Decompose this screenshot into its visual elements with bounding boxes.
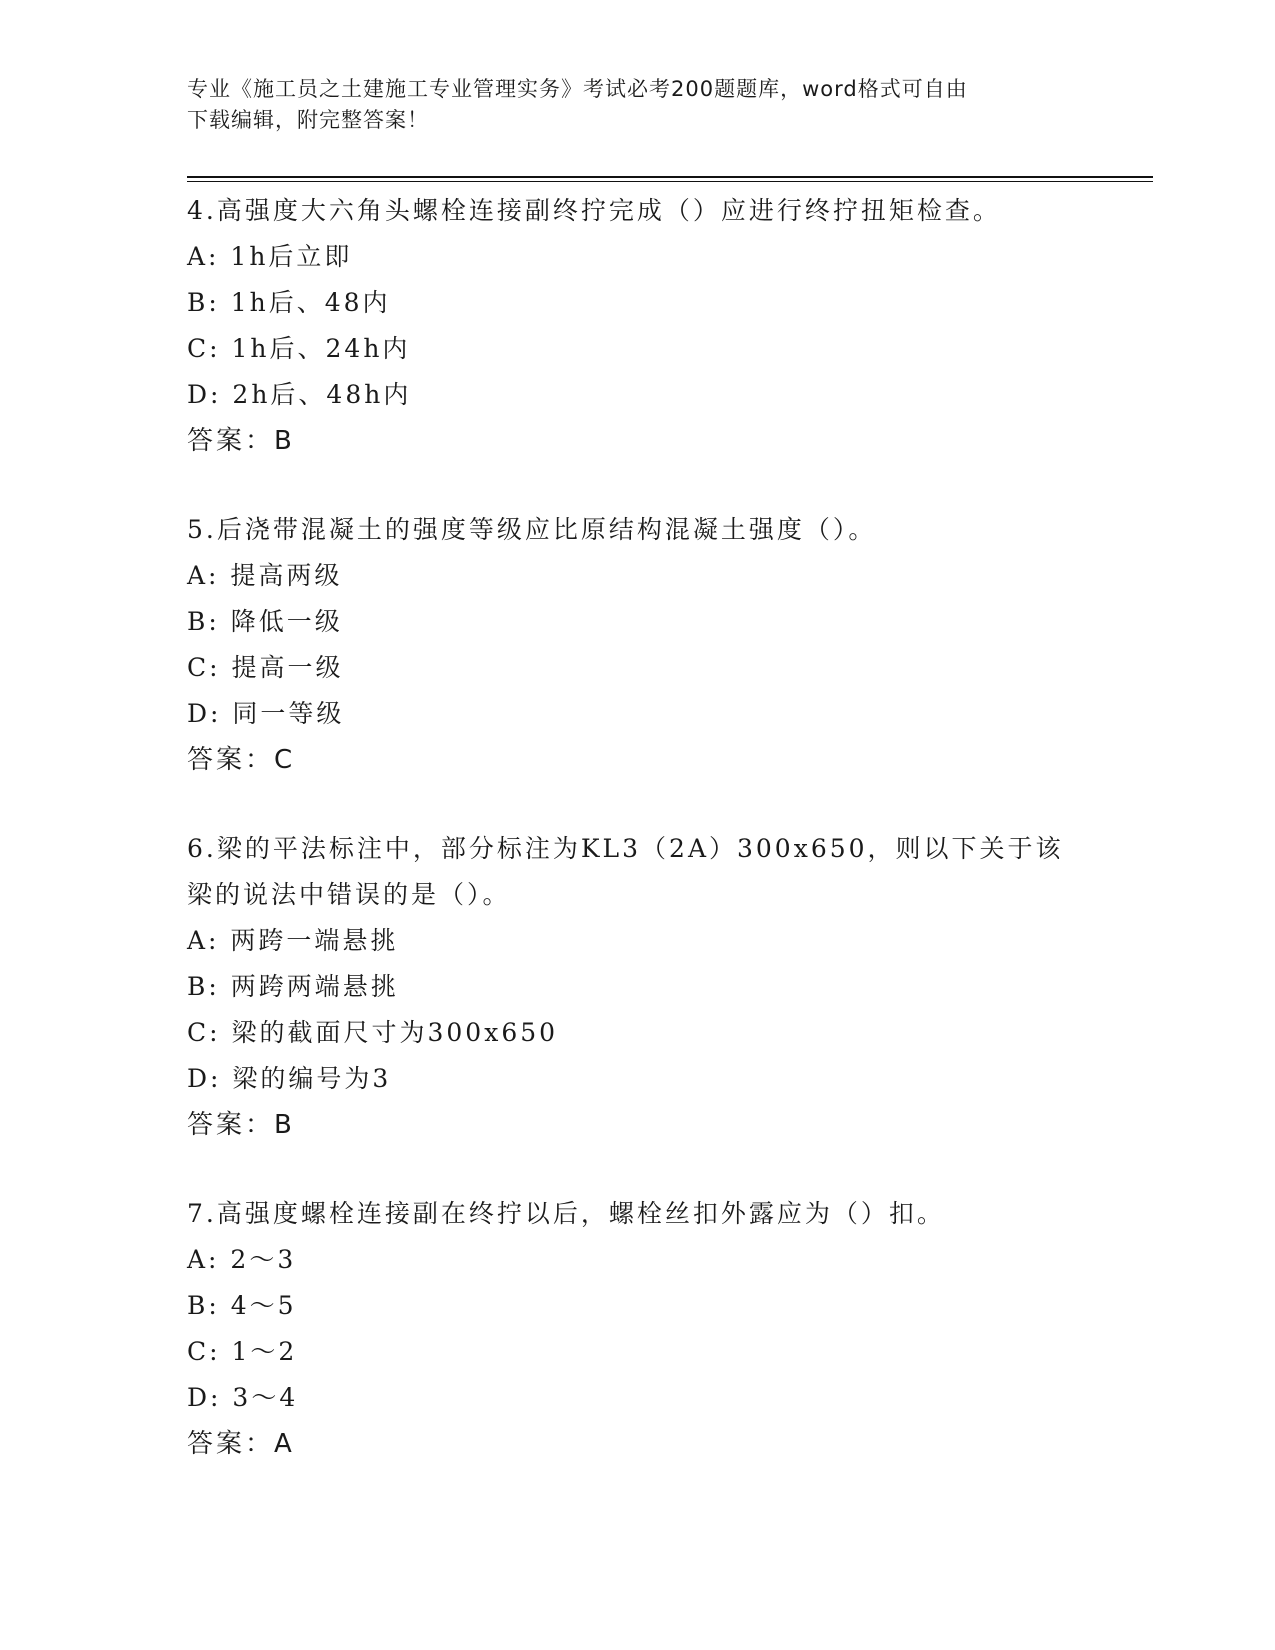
option-a: A: 两跨一端悬挑 bbox=[187, 926, 399, 955]
question-list bbox=[187, 188, 1087, 1510]
option-b: B: 1h后、48内 bbox=[187, 288, 391, 317]
option-b: B: 4～5 bbox=[187, 1291, 297, 1320]
header-divider-thin bbox=[187, 181, 1153, 182]
option-b: B: 两跨两端悬挑 bbox=[187, 972, 399, 1001]
option-c: C: 1h后、24h内 bbox=[187, 334, 411, 363]
question-5 bbox=[187, 507, 1087, 783]
option-c: C: 1～2 bbox=[187, 1337, 298, 1366]
question-7 bbox=[187, 1191, 1087, 1467]
question-6 bbox=[187, 826, 1087, 1148]
option-c: C: 提高一级 bbox=[187, 653, 344, 682]
answer: 答案：A bbox=[187, 1429, 295, 1459]
question-stem: 7.高强度螺栓连接副在终拧以后，螺栓丝扣外露应为（）扣。 bbox=[187, 1199, 945, 1228]
option-a: A: 2～3 bbox=[187, 1245, 297, 1274]
question-4 bbox=[187, 188, 1087, 464]
option-a: A: 1h后立即 bbox=[187, 242, 353, 271]
question-stem: 6.梁的平法标注中，部分标注为KL3（2A）300x650，则以下关于该梁的说法中错误的是（）。 bbox=[187, 834, 1064, 909]
option-d: D: 3～4 bbox=[187, 1383, 299, 1412]
header-line-1: 专业《施工员之土建施工专业管理实务》考试必考200题题库，word格式可自由 bbox=[187, 77, 968, 101]
document-header bbox=[187, 74, 1067, 136]
answer: 答案：B bbox=[187, 426, 295, 456]
option-d: D: 2h后、48h内 bbox=[187, 380, 412, 409]
option-d: D: 同一等级 bbox=[187, 699, 345, 728]
header-divider-thick bbox=[187, 176, 1153, 178]
answer: 答案：C bbox=[187, 745, 296, 775]
header-line-2: 下载编辑，附完整答案！ bbox=[187, 108, 429, 132]
question-stem: 5.后浇带混凝土的强度等级应比原结构混凝土强度（）。 bbox=[187, 515, 877, 544]
option-a: A: 提高两级 bbox=[187, 561, 343, 590]
question-stem: 4.高强度大六角头螺栓连接副终拧完成（）应进行终拧扭矩检查。 bbox=[187, 196, 1001, 225]
option-c: C: 梁的截面尺寸为300x650 bbox=[187, 1018, 559, 1047]
option-d: D: 梁的编号为3 bbox=[187, 1064, 392, 1093]
answer: 答案：B bbox=[187, 1110, 295, 1140]
option-b: B: 降低一级 bbox=[187, 607, 343, 636]
